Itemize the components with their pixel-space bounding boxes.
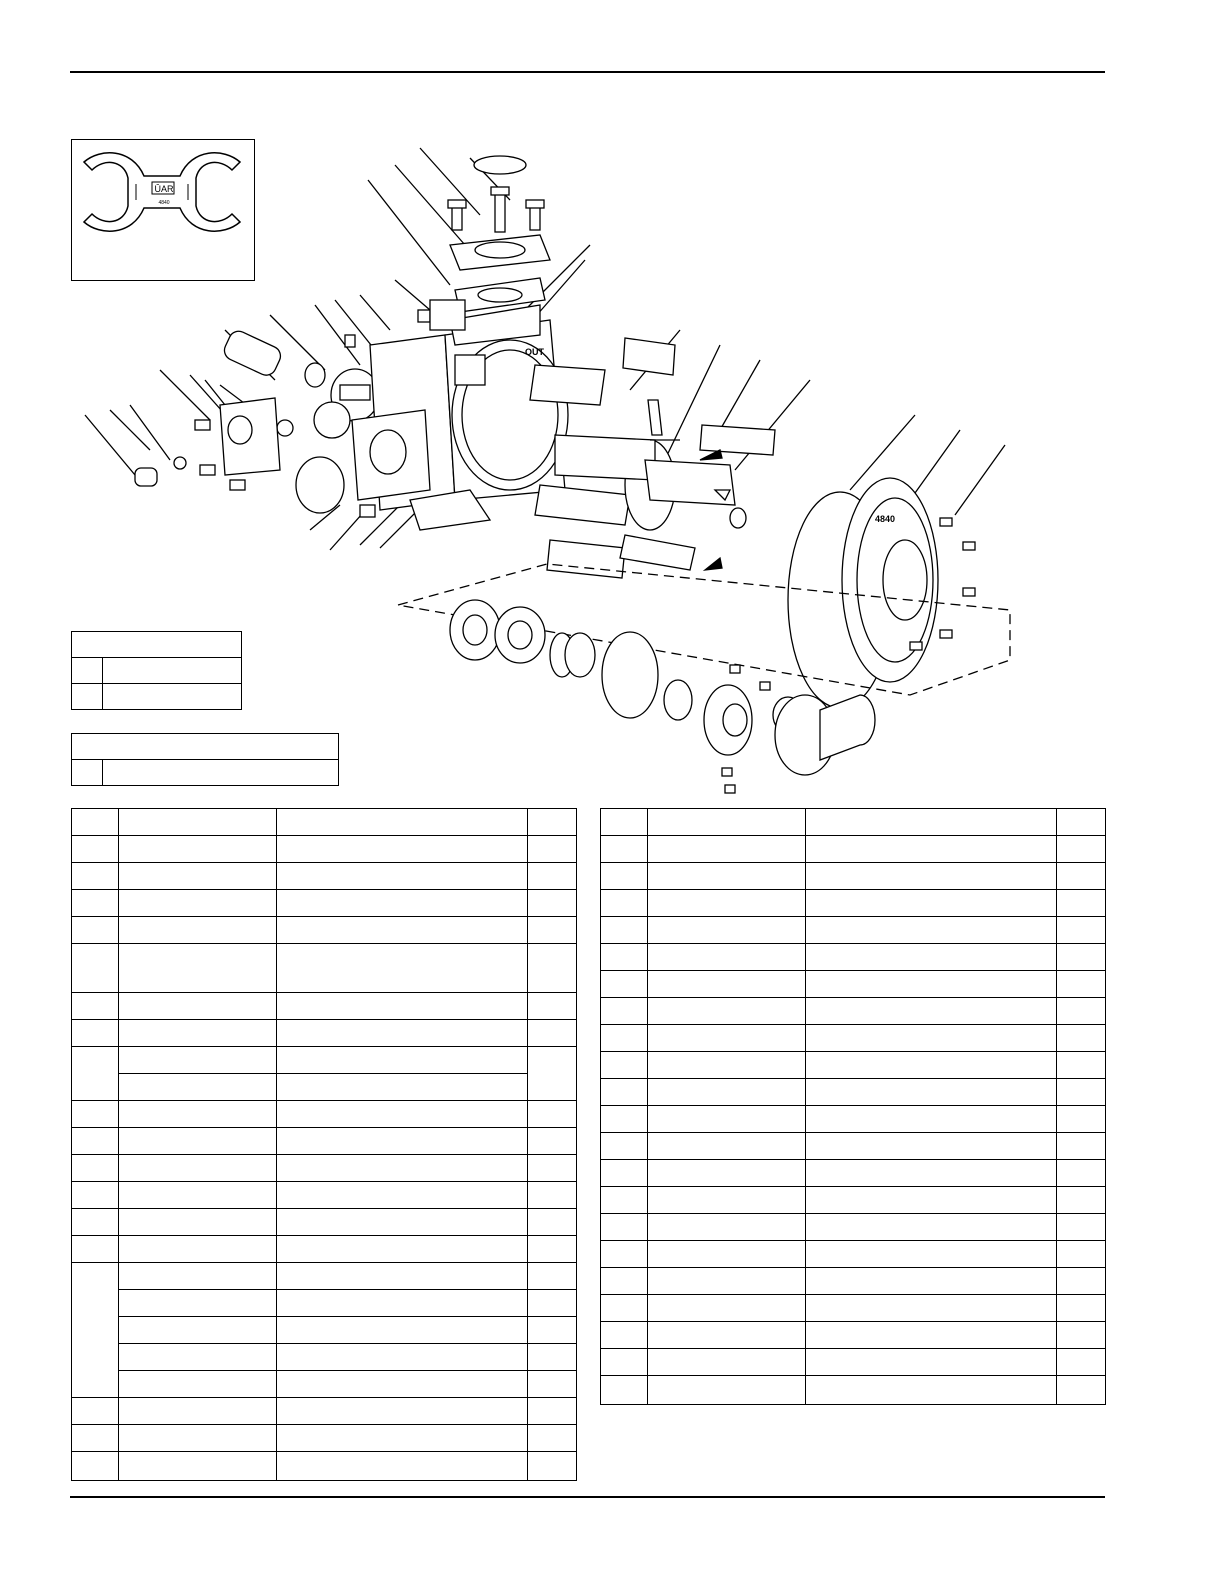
table-cell bbox=[72, 944, 119, 993]
table-cell bbox=[528, 1155, 577, 1182]
table-row bbox=[601, 971, 1106, 998]
table-row bbox=[72, 1047, 577, 1074]
table-cell bbox=[119, 1290, 277, 1317]
table-cell bbox=[528, 1128, 577, 1155]
table-cell bbox=[119, 1452, 277, 1481]
note-table-1-header bbox=[72, 632, 242, 658]
top-rule bbox=[70, 71, 1105, 73]
table-cell bbox=[277, 1074, 528, 1101]
table-cell bbox=[648, 917, 806, 944]
table-cell bbox=[648, 1133, 806, 1160]
table-cell bbox=[1057, 863, 1106, 890]
table-cell bbox=[119, 1020, 277, 1047]
table-cell bbox=[1057, 1052, 1106, 1079]
table-cell bbox=[648, 1160, 806, 1187]
table-cell bbox=[648, 1349, 806, 1376]
table-cell bbox=[648, 809, 806, 836]
note-table-2-cell bbox=[103, 760, 339, 786]
table-cell bbox=[72, 1020, 119, 1047]
table-cell bbox=[72, 993, 119, 1020]
table-cell bbox=[119, 1182, 277, 1209]
table-cell bbox=[277, 1317, 528, 1344]
table-cell bbox=[601, 917, 648, 944]
table-row bbox=[601, 1160, 1106, 1187]
table-row bbox=[72, 1236, 577, 1263]
table-cell bbox=[1057, 971, 1106, 998]
table-cell bbox=[1057, 1187, 1106, 1214]
table-cell bbox=[1057, 1160, 1106, 1187]
table-cell bbox=[806, 944, 1057, 971]
table-cell bbox=[119, 1074, 277, 1101]
table-cell bbox=[601, 944, 648, 971]
table-cell bbox=[601, 1160, 648, 1187]
bottom-rule bbox=[70, 1496, 1105, 1498]
table-cell bbox=[119, 863, 277, 890]
table-cell bbox=[72, 1155, 119, 1182]
table-cell bbox=[119, 890, 277, 917]
table-cell bbox=[72, 1398, 119, 1425]
table-row bbox=[601, 1241, 1106, 1268]
table-cell bbox=[528, 993, 577, 1020]
table-cell bbox=[806, 1187, 1057, 1214]
table-row bbox=[601, 1376, 1106, 1405]
table-cell bbox=[119, 1101, 277, 1128]
table-cell bbox=[528, 1182, 577, 1209]
table-cell bbox=[1057, 1295, 1106, 1322]
table-cell bbox=[277, 1020, 528, 1047]
table-row bbox=[72, 1344, 577, 1371]
parts-list-left bbox=[71, 808, 577, 1481]
table-row bbox=[72, 917, 577, 944]
table-cell bbox=[1057, 1133, 1106, 1160]
table-cell bbox=[119, 917, 277, 944]
table-cell bbox=[277, 1236, 528, 1263]
note-table-2 bbox=[71, 733, 339, 786]
table-cell bbox=[601, 1214, 648, 1241]
table-cell bbox=[119, 1209, 277, 1236]
table-cell bbox=[806, 1214, 1057, 1241]
table-cell bbox=[528, 1236, 577, 1263]
table-cell bbox=[72, 809, 119, 836]
table-cell bbox=[1057, 1376, 1106, 1405]
table-cell bbox=[601, 1322, 648, 1349]
table-row bbox=[72, 809, 577, 836]
table-row bbox=[601, 1214, 1106, 1241]
table-cell bbox=[601, 1079, 648, 1106]
table-row bbox=[72, 1317, 577, 1344]
table-row bbox=[601, 1187, 1106, 1214]
table-cell bbox=[601, 1268, 648, 1295]
table-cell bbox=[277, 1371, 528, 1398]
parts-list-right bbox=[600, 808, 1106, 1405]
table-cell bbox=[277, 890, 528, 917]
table-cell bbox=[119, 836, 277, 863]
table-cell bbox=[806, 971, 1057, 998]
table-cell bbox=[648, 1025, 806, 1052]
table-cell bbox=[648, 1052, 806, 1079]
cover-marking: 4840 bbox=[875, 514, 896, 524]
table-row bbox=[601, 836, 1106, 863]
table-cell bbox=[806, 809, 1057, 836]
table-cell bbox=[806, 1322, 1057, 1349]
table-cell bbox=[528, 1263, 577, 1290]
table-cell bbox=[72, 1128, 119, 1155]
note-table-2-header bbox=[72, 734, 339, 760]
table-cell bbox=[648, 1376, 806, 1405]
table-cell bbox=[806, 1133, 1057, 1160]
table-row bbox=[72, 1101, 577, 1128]
table-cell bbox=[806, 1349, 1057, 1376]
table-cell bbox=[648, 944, 806, 971]
table-cell bbox=[119, 1425, 277, 1452]
table-cell bbox=[528, 1452, 577, 1481]
out-marking: OUT bbox=[525, 347, 544, 357]
table-row bbox=[601, 1106, 1106, 1133]
table-cell bbox=[1057, 1214, 1106, 1241]
table-row bbox=[601, 1268, 1106, 1295]
table-row bbox=[601, 863, 1106, 890]
table-cell bbox=[277, 917, 528, 944]
table-cell bbox=[1057, 1268, 1106, 1295]
table-cell bbox=[119, 1344, 277, 1371]
table-cell bbox=[119, 1371, 277, 1398]
table-cell bbox=[528, 1317, 577, 1344]
table-cell bbox=[119, 1236, 277, 1263]
table-cell bbox=[277, 1263, 528, 1290]
table-cell bbox=[601, 836, 648, 863]
table-cell bbox=[119, 1128, 277, 1155]
table-cell bbox=[648, 1295, 806, 1322]
table-cell bbox=[528, 1290, 577, 1317]
table-row bbox=[601, 1025, 1106, 1052]
table-row bbox=[601, 944, 1106, 971]
table-cell bbox=[601, 809, 648, 836]
svg-text:4840: 4840 bbox=[158, 200, 170, 206]
table-cell bbox=[648, 1214, 806, 1241]
table-cell bbox=[806, 1052, 1057, 1079]
table-cell bbox=[72, 1182, 119, 1209]
table-row bbox=[72, 1182, 577, 1209]
table-cell bbox=[648, 1079, 806, 1106]
table-row bbox=[72, 1209, 577, 1236]
table-cell bbox=[648, 836, 806, 863]
table-cell bbox=[601, 1052, 648, 1079]
svg-text:ŪΑR: ŪΑR bbox=[154, 184, 174, 194]
note-table-2-cell bbox=[72, 760, 103, 786]
table-cell bbox=[601, 863, 648, 890]
table-row bbox=[72, 1155, 577, 1182]
table-cell bbox=[1057, 836, 1106, 863]
note-table-1-cell bbox=[103, 684, 242, 710]
table-row bbox=[72, 944, 577, 993]
table-cell bbox=[806, 1376, 1057, 1405]
table-cell bbox=[648, 998, 806, 1025]
table-cell bbox=[806, 1241, 1057, 1268]
table-cell bbox=[528, 1371, 577, 1398]
table-row bbox=[72, 1020, 577, 1047]
table-row bbox=[72, 993, 577, 1020]
table-cell bbox=[648, 863, 806, 890]
table-cell bbox=[277, 1155, 528, 1182]
table-row bbox=[601, 917, 1106, 944]
table-cell bbox=[648, 1106, 806, 1133]
table-row bbox=[601, 1133, 1106, 1160]
table-cell bbox=[119, 1155, 277, 1182]
table-cell bbox=[528, 1101, 577, 1128]
table-cell bbox=[1057, 809, 1106, 836]
table-cell bbox=[528, 917, 577, 944]
table-cell bbox=[601, 1106, 648, 1133]
table-cell bbox=[277, 1047, 528, 1074]
table-cell bbox=[601, 1295, 648, 1322]
table-cell bbox=[72, 1452, 119, 1481]
table-cell bbox=[72, 1047, 119, 1101]
table-cell bbox=[806, 917, 1057, 944]
table-cell bbox=[119, 809, 277, 836]
table-cell bbox=[277, 1209, 528, 1236]
table-cell bbox=[72, 1236, 119, 1263]
table-row bbox=[601, 1349, 1106, 1376]
table-cell bbox=[277, 944, 528, 993]
table-row bbox=[72, 1290, 577, 1317]
table-cell bbox=[119, 1398, 277, 1425]
table-cell bbox=[277, 1290, 528, 1317]
table-cell bbox=[648, 890, 806, 917]
table-cell bbox=[528, 890, 577, 917]
table-cell bbox=[1057, 1349, 1106, 1376]
table-cell bbox=[806, 890, 1057, 917]
table-cell bbox=[1057, 1241, 1106, 1268]
table-cell bbox=[72, 917, 119, 944]
table-cell bbox=[72, 1101, 119, 1128]
table-cell bbox=[528, 1425, 577, 1452]
table-cell bbox=[1057, 890, 1106, 917]
table-cell bbox=[528, 1398, 577, 1425]
table-cell bbox=[72, 836, 119, 863]
table-cell bbox=[806, 1079, 1057, 1106]
table-cell bbox=[601, 998, 648, 1025]
table-row bbox=[72, 1074, 577, 1101]
table-cell bbox=[806, 1025, 1057, 1052]
table-row bbox=[72, 836, 577, 863]
table-cell bbox=[648, 1268, 806, 1295]
table-row bbox=[72, 1425, 577, 1452]
table-cell bbox=[119, 944, 277, 993]
table-cell bbox=[648, 1322, 806, 1349]
note-table-1-cell bbox=[72, 684, 103, 710]
table-row bbox=[601, 1079, 1106, 1106]
table-row bbox=[72, 1263, 577, 1290]
table-cell bbox=[72, 1263, 119, 1398]
table-cell bbox=[806, 1160, 1057, 1187]
table-row bbox=[601, 998, 1106, 1025]
table-cell bbox=[528, 944, 577, 993]
table-row bbox=[72, 1452, 577, 1481]
table-cell bbox=[1057, 1322, 1106, 1349]
table-cell bbox=[1057, 1106, 1106, 1133]
table-row bbox=[72, 1128, 577, 1155]
table-cell bbox=[806, 836, 1057, 863]
table-cell bbox=[1057, 1025, 1106, 1052]
note-table-1-cell bbox=[103, 658, 242, 684]
table-cell bbox=[806, 1268, 1057, 1295]
table-cell bbox=[648, 1187, 806, 1214]
table-cell bbox=[72, 890, 119, 917]
table-cell bbox=[601, 1133, 648, 1160]
table-cell bbox=[277, 993, 528, 1020]
table-cell bbox=[277, 1344, 528, 1371]
table-cell bbox=[528, 1344, 577, 1371]
table-cell bbox=[601, 971, 648, 998]
note-table-1 bbox=[71, 631, 242, 710]
table-row bbox=[601, 1322, 1106, 1349]
table-row bbox=[601, 1052, 1106, 1079]
table-cell bbox=[601, 1241, 648, 1268]
table-row bbox=[601, 1295, 1106, 1322]
table-cell bbox=[528, 809, 577, 836]
table-cell bbox=[528, 1047, 577, 1101]
table-cell bbox=[277, 1182, 528, 1209]
table-cell bbox=[601, 1349, 648, 1376]
table-cell bbox=[648, 971, 806, 998]
table-cell bbox=[648, 1241, 806, 1268]
table-cell bbox=[1057, 998, 1106, 1025]
table-cell bbox=[806, 998, 1057, 1025]
table-cell bbox=[1057, 944, 1106, 971]
table-row bbox=[72, 890, 577, 917]
table-cell bbox=[277, 809, 528, 836]
table-cell bbox=[1057, 1079, 1106, 1106]
table-cell bbox=[119, 1047, 277, 1074]
table-cell bbox=[72, 1425, 119, 1452]
table-cell bbox=[1057, 917, 1106, 944]
table-cell bbox=[119, 1317, 277, 1344]
table-row bbox=[72, 1398, 577, 1425]
table-cell bbox=[72, 1209, 119, 1236]
table-cell bbox=[72, 863, 119, 890]
table-cell bbox=[528, 1020, 577, 1047]
table-cell bbox=[806, 1295, 1057, 1322]
table-cell bbox=[277, 836, 528, 863]
table-row bbox=[601, 809, 1106, 836]
table-cell bbox=[806, 1106, 1057, 1133]
table-cell bbox=[277, 1101, 528, 1128]
note-table-1-cell bbox=[72, 658, 103, 684]
table-cell bbox=[277, 1452, 528, 1481]
table-cell bbox=[806, 863, 1057, 890]
table-cell bbox=[277, 1128, 528, 1155]
table-cell bbox=[601, 1187, 648, 1214]
table-cell bbox=[528, 1209, 577, 1236]
table-cell bbox=[528, 863, 577, 890]
table-cell bbox=[277, 1425, 528, 1452]
table-cell bbox=[601, 890, 648, 917]
table-cell bbox=[277, 863, 528, 890]
table-cell bbox=[528, 836, 577, 863]
table-cell bbox=[119, 1263, 277, 1290]
table-row bbox=[72, 1371, 577, 1398]
table-row bbox=[72, 863, 577, 890]
table-cell bbox=[601, 1376, 648, 1405]
table-row bbox=[601, 890, 1106, 917]
table-cell bbox=[119, 993, 277, 1020]
table-cell bbox=[601, 1025, 648, 1052]
table-cell bbox=[277, 1398, 528, 1425]
